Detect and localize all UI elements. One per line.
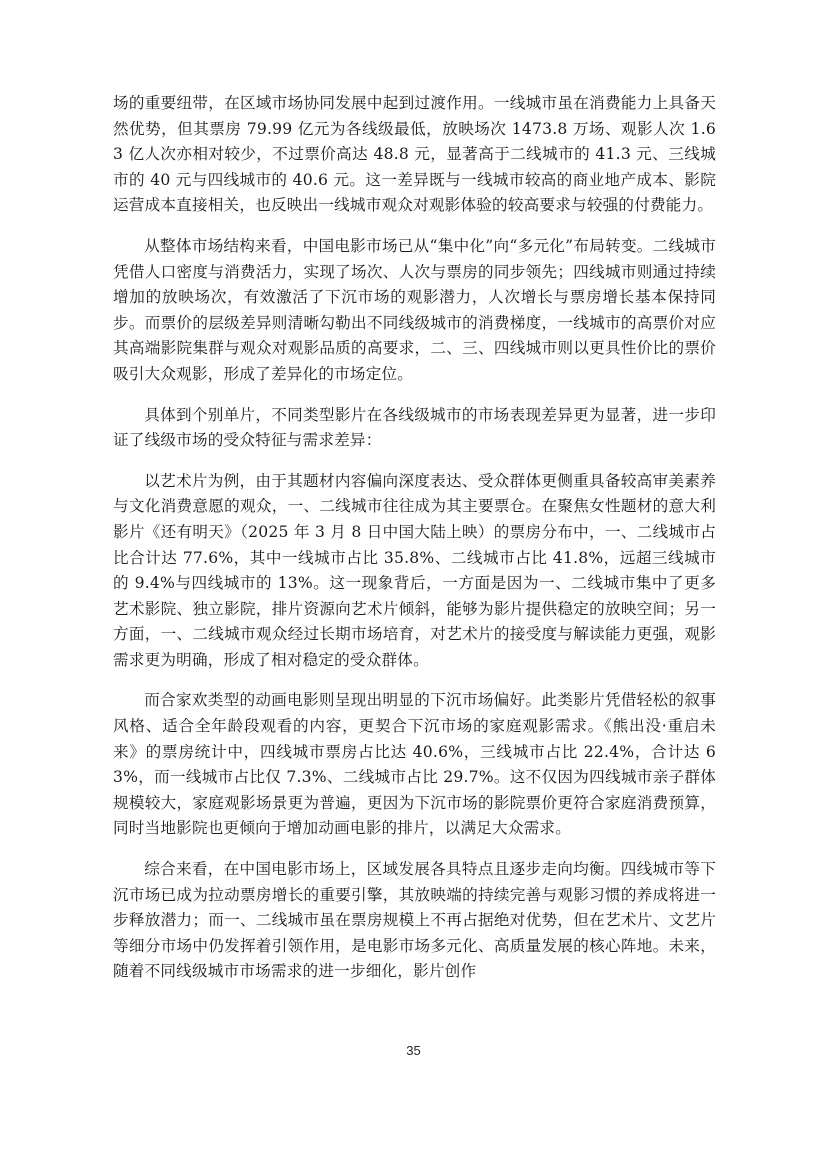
paragraph-3: 具体到个别单片，不同类型影片在各线级城市的市场表现差异更为显著，进一步印证了线级市场的受众特征与需求差异： (113, 405, 716, 450)
paragraph-2: 从整体市场结构来看，中国电影市场已从“集中化”向“多元化”布局转变。二线城市凭借人口密度与消费活力，实现了场次、人次与票房的同步领先；四线城市则通过持续增加的放映场次，有效激活了下沉市场的观影潜力，人次增长与票房增长基本保持同步。而票价的层级差异则清晰勾勒出不同线级城市的消费梯度，一线城市的高票价对应其高端影院集群与观众对观影品质的高要求，二、三、四线城市则以更具性价比的票价吸引大众观影，形成了差异化的市场定位。 (113, 236, 716, 383)
paragraph-5: 而合家欢类型的动画电影则呈现出明显的下沉市场偏好。此类影片凭借轻松的叙事风格、适合全年龄段观看的内容，更契合下沉市场的家庭观影需求。《熊出没·重启未来》的票房统计中，四线城市票房占比达 40.6%，三线城市占比 22.4%，合计达 63%，而一线城市占比仅 7.3%、二线城市占比 29.7%。这不仅因为四线城市亲子群体规模较大，家庭观影场景更为普遍，更因为下沉市场的影院票价更符合家庭消费预算，同时当地影院也更倾向于增加动画电影的排片，以满足大众需求。 (113, 691, 716, 838)
body-text (113, 91, 716, 1000)
paragraph-6: 综合来看，在中国电影市场上，区域发展各具特点且逐步走向均衡。四线城市等下沉市场已成为拉动票房增长的重要引擎，其放映端的持续完善与观影习惯的养成将进一步释放潜力；而一、二线城市虽在票房规模上不再占据绝对优势，但在艺术片、文艺片等细分市场中仍发挥着引领作用，是电影市场多元化、高质量发展的核心阵地。未来，随着不同线级城市市场需求的进一步细化，影片创作 (113, 860, 716, 981)
page-number: 35 (406, 1043, 421, 1058)
paragraph-4: 以艺术片为例，由于其题材内容偏向深度表达、受众群体更侧重具备较高审美素养与文化消费意愿的观众，一、二线城市往往成为其主要票仓。在聚焦女性题材的意大利影片《还有明天》（2025 年 3 月 8 日中国大陆上映）的票房分布中，一、二线城市占比合计达 77.6%，其中一线城市占比 35.8%、二线城市占比 41.8%，远超三线城市的 9.4%与四线城市的 13%。这一现象背后，一方面是因为一、二线城市集中了更多艺术影院、独立影院，排片资源向艺术片倾斜，能够为影片提供稳定的放映空间；另一方面，一、二线城市观众经过长期市场培育，对艺术片的接受度与解读能力更强，观影需求更为明确，形成了相对稳定的受众群体。 (113, 471, 716, 669)
paragraph-1: 场的重要纽带，在区域市场协同发展中起到过渡作用。一线城市虽在消费能力上具备天然优势，但其票房 79.99 亿元为各线级最低，放映场次 1473.8 万场、观影人次 1.63 亿人次亦相对较少，不过票价高达 48.8 元，显著高于二线城市的 41.3 元、三线城市的 40 元与四线城市的 40.6 元。这一差异既与一线城市较高的商业地产成本、影院运营成本直接相关，也反映出一线城市观众对观影体验的较高要求与较强的付费能力。 (113, 94, 716, 215)
